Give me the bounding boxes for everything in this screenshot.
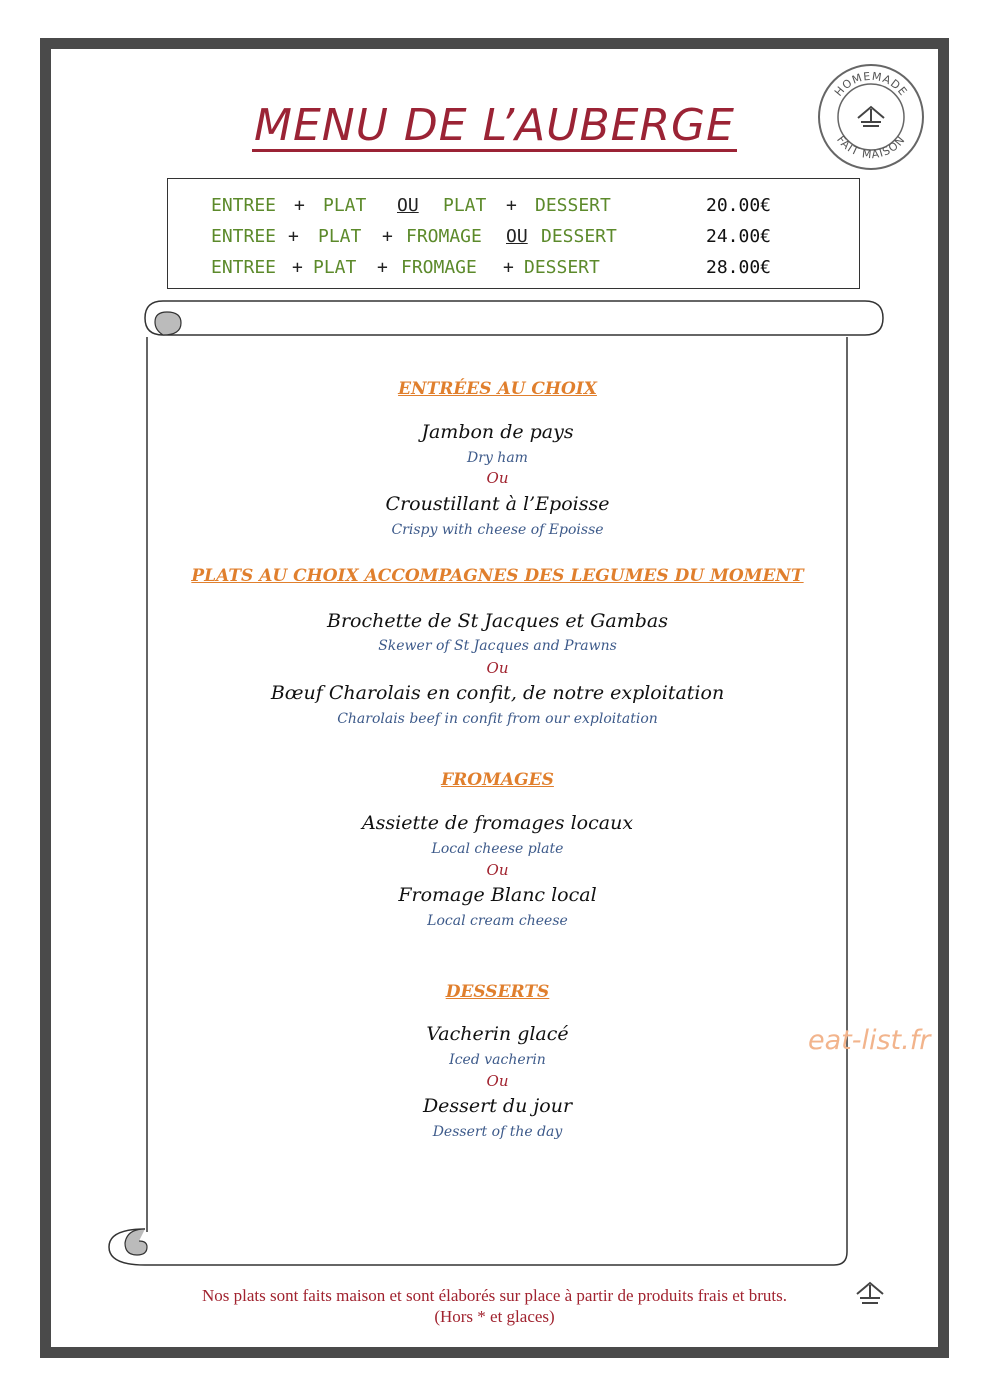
formula-price: 24.00€ — [706, 226, 772, 247]
footer-note: Nos plats sont faits maison et sont élaborés sur place à partir de produits frais et bruts. — [202, 1286, 787, 1305]
section-heading-plats: PLATS AU CHOIX ACCOMPAGNES DES LEGUMES DU MOMENT — [191, 566, 804, 586]
svg-text:FAIT MAISON — [834, 133, 908, 161]
formula-part: FROMAGE — [406, 226, 482, 247]
house-icon — [858, 107, 884, 126]
dish-translation: Local cheese plate — [431, 841, 564, 857]
formula-row — [168, 195, 861, 223]
formula-row — [168, 226, 861, 254]
dish-name: Fromage Blanc local — [398, 884, 597, 906]
formula-part: ENTREE — [211, 195, 277, 216]
house-icon — [855, 1279, 885, 1309]
menu-title: MENU DE L’AUBERGE — [254, 100, 735, 151]
formula-part: DESSERT — [524, 257, 600, 278]
separator-ou: Ou — [486, 469, 509, 487]
section-heading-fromages: FROMAGES — [441, 770, 554, 790]
dish-translation: Charolais beef in confit from our exploitation — [337, 711, 658, 727]
formula-part: + — [377, 257, 388, 278]
dish-name: Dessert du jour — [422, 1095, 573, 1117]
formula-part: + — [294, 195, 305, 216]
formula-part: ENTREE — [211, 226, 277, 247]
formula-part: OU — [506, 226, 528, 247]
formula-price-box — [167, 178, 860, 289]
dish-translation: Local cream cheese — [427, 913, 568, 929]
formula-part: PLAT — [313, 257, 357, 278]
dish-translation: Crispy with cheese of Epoisse — [391, 522, 604, 538]
dish-name: Jambon de pays — [421, 421, 574, 443]
separator-ou: Ou — [486, 1072, 509, 1090]
formula-part: OU — [397, 195, 419, 216]
separator-ou: Ou — [486, 861, 509, 879]
formula-part: + — [503, 257, 514, 278]
stamp-bottom-text: FAIT MAISON — [834, 133, 908, 162]
separator-ou: Ou — [486, 659, 509, 677]
formula-part: DESSERT — [535, 195, 611, 216]
dish-name: Bœuf Charolais en confit, de notre exploitation — [270, 682, 725, 704]
formula-part: DESSERT — [541, 226, 617, 247]
dish-translation: Iced vacherin — [449, 1052, 546, 1068]
footer-note-exceptions: (Hors * et glaces) — [434, 1307, 555, 1326]
formula-part: PLAT — [323, 195, 367, 216]
dish-name: Assiette de fromages locaux — [361, 812, 634, 834]
section-heading-entrees: ENTRÉES AU CHOIX — [398, 379, 597, 399]
formula-part: PLAT — [318, 226, 362, 247]
formula-price: 28.00€ — [706, 257, 772, 278]
dish-name: Vacherin glacé — [426, 1023, 569, 1045]
dish-translation: Dry ham — [467, 450, 528, 466]
formula-part: + — [288, 226, 299, 247]
formula-row — [168, 257, 861, 285]
homemade-stamp — [816, 62, 926, 172]
formula-part: + — [506, 195, 517, 216]
formula-part: + — [382, 226, 393, 247]
formula-part: PLAT — [443, 195, 487, 216]
dish-translation: Dessert of the day — [432, 1124, 563, 1140]
section-heading-desserts: DESSERTS — [445, 982, 550, 1002]
formula-part: + — [292, 257, 303, 278]
formula-part: FROMAGE — [401, 257, 477, 278]
dish-translation: Skewer of St Jacques and Prawns — [378, 638, 617, 654]
formula-part: ENTREE — [211, 257, 277, 278]
watermark: eat-list.fr — [808, 1025, 931, 1056]
stamp-top-text: HOMEMADE — [831, 69, 911, 99]
formula-price: 20.00€ — [706, 195, 772, 216]
dish-name: Brochette de St Jacques et Gambas — [327, 610, 668, 632]
dish-name: Croustillant à l’Epoisse — [385, 493, 610, 515]
